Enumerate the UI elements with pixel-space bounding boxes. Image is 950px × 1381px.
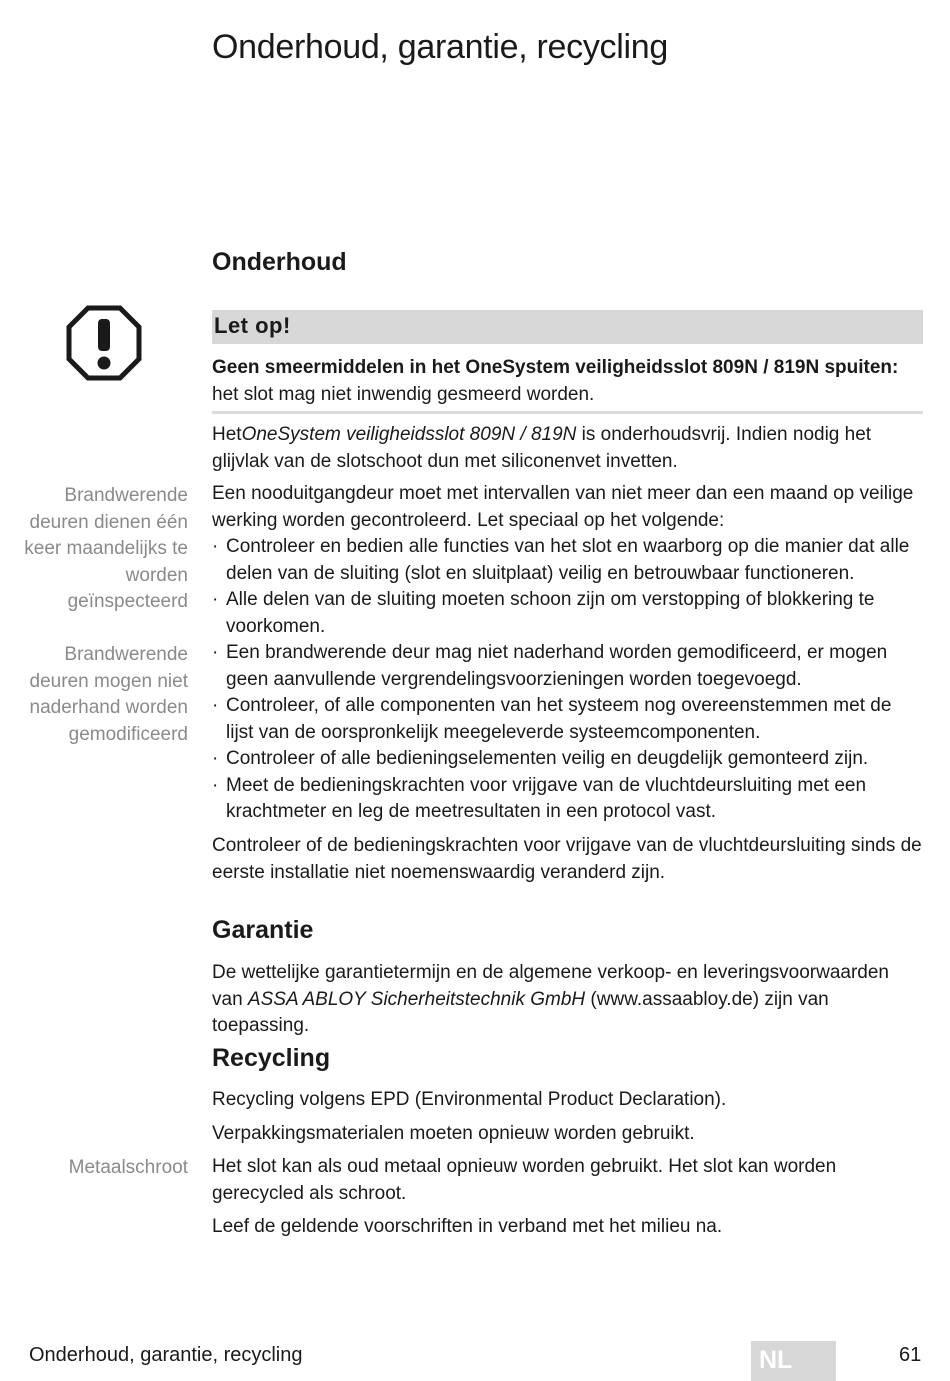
recycling-line-epd: Recycling volgens EPD (Environmental Product Declaration). [212,1089,727,1110]
forces-paragraph: Controleer of de bedieningskrachten voor vrijgave van de vluchtdeursluiting sinds de eerste installatie niet noemenswaardig veranderd zijn. [212,835,922,883]
list-item-text: Meet de bedieningskrachten voor vrijgave van de vluchtdeursluiting met een krachtmeter en leg de meetresultaten in een protocol vast. [226,774,867,822]
inspection-paragraph: Een nooduitgangdeur moet met intervallen van niet meer dan een maand op veilige werking worden gecontroleerd. Let speciaal op het volgende: [212,483,914,531]
side-note-modification: Brandwerende deuren mogen niet naderhand worden gemodificeerd [29,644,188,745]
list-item: · Controleer, of alle componenten van het systeem nog overeenstemmen met de lijst van de oorspronkelijk meegeleverde systeemcomponenten. [212,695,892,743]
warning-title: Let op! [214,313,291,338]
section-heading-onderhoud: Onderhoud [212,248,347,276]
list-item: · Alle delen van de sluiting moeten schoon zijn om verstopping of blokkering te voorkomen. [212,589,875,637]
recycling-line-metal: Het slot kan als oud metaal opnieuw worden gebruikt. Het slot kan worden gerecycled als schroot. [212,1156,837,1204]
maintenance-prefix: Het [212,424,242,445]
maintenance-paragraph [212,422,924,475]
list-item-text: Een brandwerende deur mag niet naderhand worden gemodificeerd, er mogen geen aanvullende vergrendelingsvoorzieningen worden toegevoegd. [226,642,888,690]
section-heading-garantie: Garantie [212,916,314,944]
warning-message [212,355,924,408]
maintenance-suffix: is onderhoudsvrij. Indien nodig het glijvlak van de slotschoot dun met siliconenvet invetten. [212,424,872,472]
warning-banner [212,310,923,344]
warning-divider [212,411,923,414]
list-item: · Controleer of alle bedieningselementen veilig en deugdelijk gemonteerd zijn. [212,748,869,769]
side-note-inspection: Brandwerende deuren dienen één keer maandelijks te worden geïnspecteerd [24,485,188,612]
recycling-line-packaging: Verpakkingsmaterialen moeten opnieuw worden gebruikt. [212,1123,695,1144]
inspection-checklist [212,534,924,826]
list-item-text: Controleer en bedien alle functies van het slot en waarborg op die manier dat alle delen van de sluiting (slot en sluitplaat) veilig en betrouwbaar functioneren. [226,536,910,584]
list-item-text: Controleer, of alle componenten van het systeem nog overeenstemmen met de lijst van de oorspronkelijk meegeleverde systeemcomponenten. [226,695,892,743]
list-item-text: Alle delen van de sluiting moeten schoon zijn om verstopping of blokkering te voorkomen. [226,589,875,637]
list-item-text: Controleer of alle bedieningselementen veilig en deugdelijk gemonteerd zijn. [226,748,869,769]
warranty-prefix: De wettelijke garantietermijn en de algemene verkoop- en leveringsvoorwaarden van [212,962,889,1010]
list-item: · Meet de bedieningskrachten voor vrijgave van de vluchtdeursluiting met een krachtmeter en leg de meetresultaten in een protocol vast. [212,774,867,822]
warranty-suffix: (www.assaabloy.de) zijn van toepassing. [212,988,829,1036]
section-heading-recycling: Recycling [212,1044,331,1072]
language-badge [751,1341,836,1381]
page-number: 61 [899,1344,922,1366]
language-code: NL [759,1346,793,1374]
warranty-paragraph [212,960,924,1040]
footer-title: Onderhoud, garantie, recycling [29,1344,303,1366]
inspection-block [212,481,924,826]
warning-text: het slot mag niet inwendig gesmeerd worden. [212,383,595,405]
recycling-line-regulations: Leef de geldende voorschriften in verband met het milieu na. [212,1216,723,1237]
warning-bold-text: Geen smeermiddelen in het OneSystem veiligheidsslot 809N / 819N spuiten: [212,357,899,378]
list-item: · Een brandwerende deur mag niet naderhand worden gemodificeerd, er mogen geen aanvullende vergrendelingsvoorzieningen worden toegevoegd. [212,642,888,690]
warning-octagon-icon [66,305,142,381]
company-name: ASSA ABLOY Sicherheitstechnik GmbH [247,988,586,1010]
product-name: OneSystem veiligheidsslot 809N / 819N [241,424,577,445]
page-title: Onderhoud, garantie, recycling [212,28,668,66]
list-item: · Controleer en bedien alle functies van het slot en waarborg op die manier dat alle delen van de sluiting (slot en sluitplaat) veilig en betrouwbaar functioneren. [212,536,910,584]
side-note-scrap-metal: Metaalschroot [68,1157,188,1178]
